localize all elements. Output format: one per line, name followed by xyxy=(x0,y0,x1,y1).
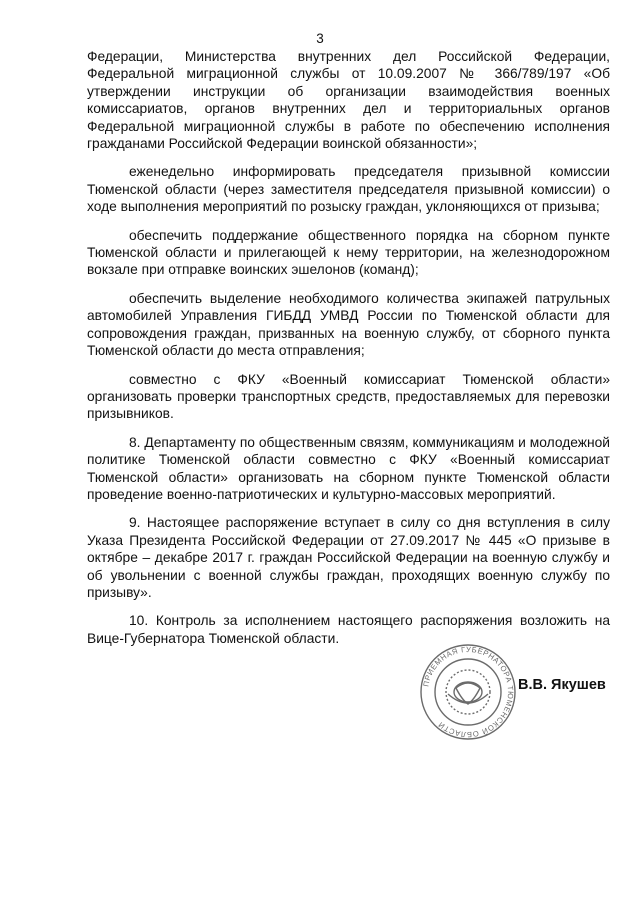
signature-name: В.В. Якушев xyxy=(518,677,606,693)
paragraph-item-9: 9. Настоящее распоряжение вступает в силу со дня вступления в силу Указа Президента Российской Федерации от 27.09.2017 № 445 «О призыве в октябре – декабре 2017 г. граждан Российской Федерации на военную службу и об увольнении с военной службы граждан, проходящих военную службу по призыву». xyxy=(87,515,610,600)
document-body xyxy=(87,48,610,658)
paragraph-vehicle-checks: совместно с ФКУ «Военный комиссариат Тюменской области» организовать проверки транспортных средств, предоставляемых для перевозки призывников. xyxy=(87,371,610,422)
paragraph-item-10: 10. Контроль за исполнением настоящего распоряжения возложить на Вице-Губернатора Тюменской области. xyxy=(87,613,610,646)
paragraph-weekly-inform: еженедельно информировать председателя призывной комиссии Тюменской области (через заместителя председателя призывной комиссии) о ходе выполнения мероприятий по розыску граждан, уклоняющихся от призыва; xyxy=(87,164,610,215)
official-seal-stamp xyxy=(418,642,518,742)
paragraph-item-8: 8. Департаменту по общественным связям, коммуникациям и молодежной политике Тюменской области совместно с ФКУ «Военный комиссариат Тюменской области» организовать на сборном пункте Тюменской области проведение военно-патриотических и культурно-массовых мероприятий. xyxy=(87,434,610,502)
paragraph-patrol-cars: обеспечить выделение необходимого количества экипажей патрульных автомобилей Управления ГИБДД УМВД России по Тюменской области для сопровождения граждан, призванных на военную службу, от сборного пункта Тюменской области до места отправления; xyxy=(87,290,610,359)
seal-ring-text: ПРИЕМНАЯ ГУБЕРНАТОРА ТЮМЕНСКОЙ ОБЛАСТИ xyxy=(421,644,516,740)
paragraph-continuation: Федерации, Министерства внутренних дел Российской Федерации, Федеральной миграционной службы от 10.09.2007 № 366/789/197 «Об утверждении инструкции об организации взаимодействия военных комиссариатов, органов внутренних дел и территориальных органов Федеральной миграционной службы в работе по обеспечению исполнения гражданами Российской Федерации воинской обязанности»; xyxy=(87,49,610,152)
page-number: 3 xyxy=(316,31,324,46)
paragraph-public-order: обеспечить поддержание общественного порядка на сборном пункте Тюменской области и прилегающей к нему территории, на железнодорожном вокзале при отправке воинских эшелонов (команд); xyxy=(87,227,610,278)
